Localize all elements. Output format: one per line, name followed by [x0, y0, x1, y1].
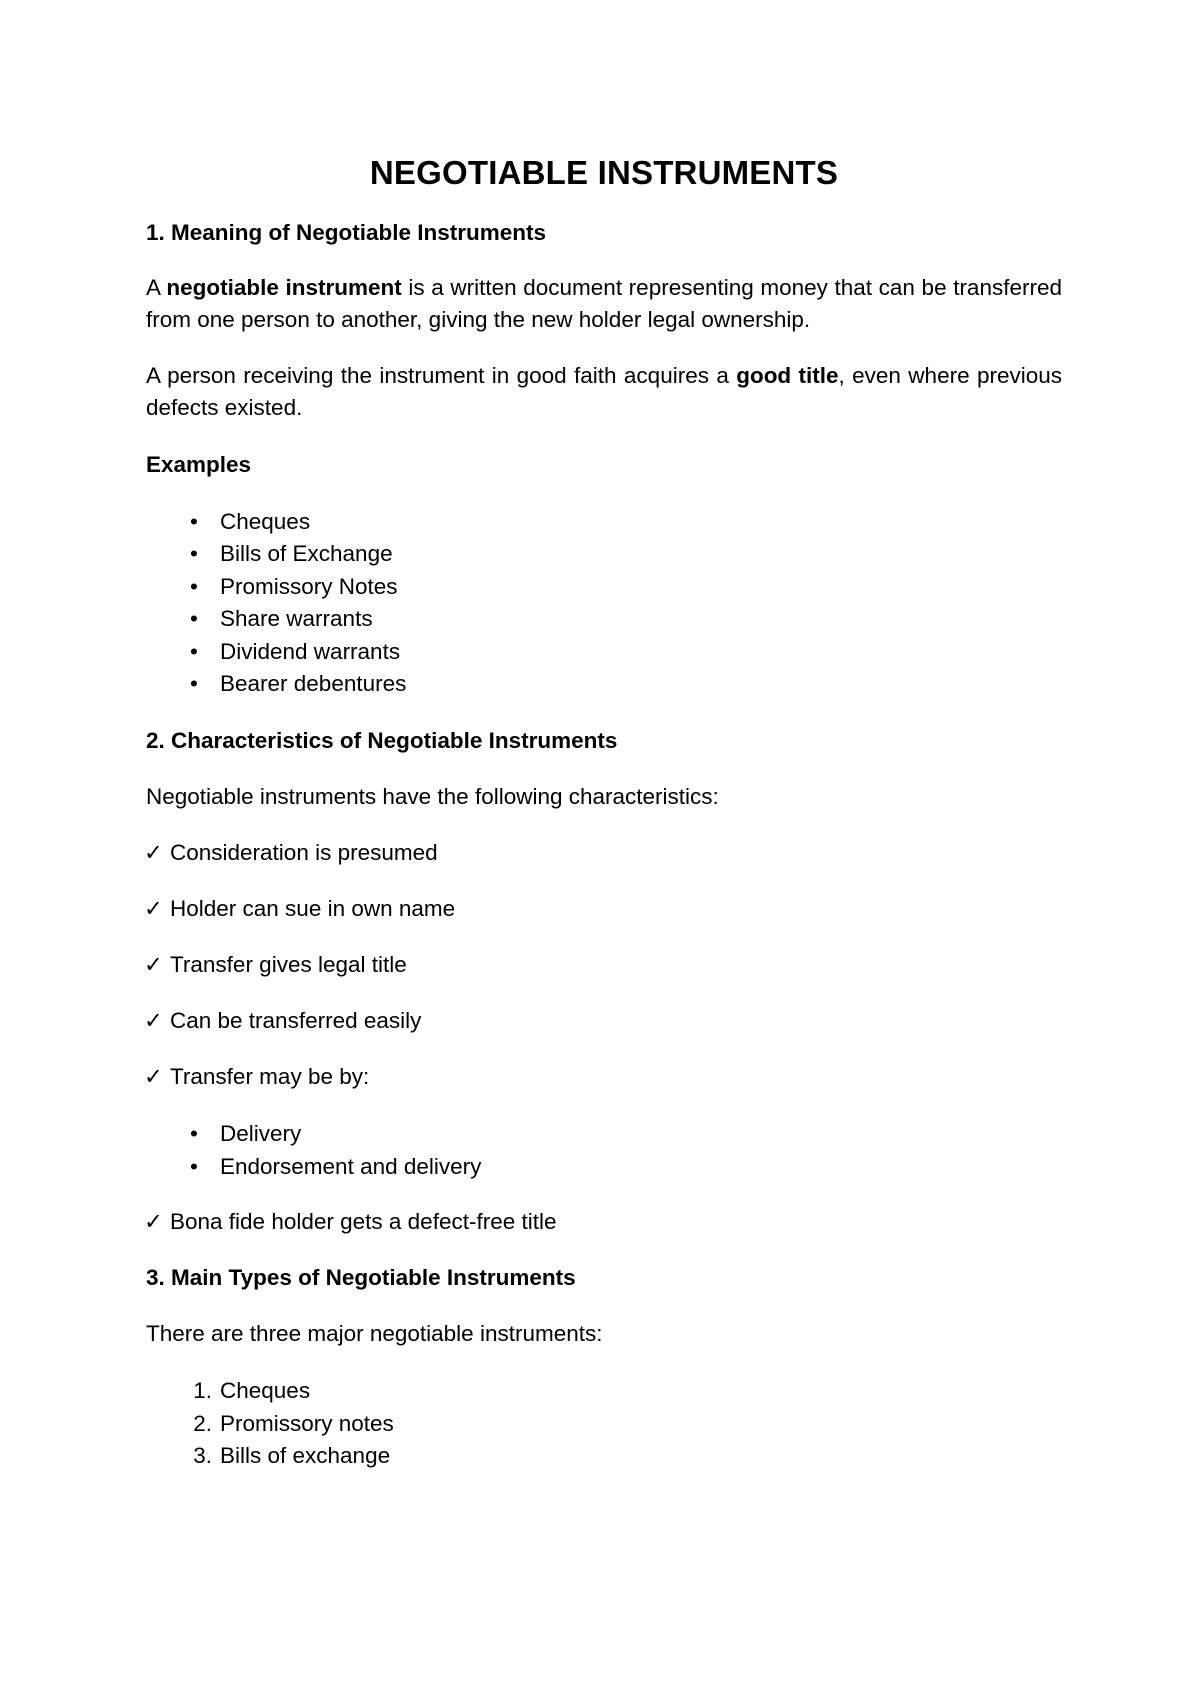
list-item-text: Bills of exchange: [220, 1443, 391, 1469]
list-item: [146, 1151, 1062, 1183]
list-item: [146, 603, 1062, 635]
characteristic-item: [146, 1207, 1062, 1237]
check-icon: ✓: [144, 1209, 163, 1235]
characteristic-item: [146, 1062, 1062, 1092]
list-item: [146, 668, 1062, 700]
examples-list: [146, 506, 1062, 700]
check-icon: ✓: [144, 952, 163, 978]
bullet-marker: •: [190, 541, 198, 567]
good-title-paragraph: [146, 360, 1062, 424]
list-item: [146, 636, 1062, 668]
list-item: [146, 506, 1062, 538]
characteristic-text: Transfer may be by:: [170, 1064, 370, 1090]
good-title-text-start: A person receiving the instrument in good faith acquires a: [146, 363, 737, 388]
characteristic-item: [146, 950, 1062, 980]
list-number: 3.: [193, 1443, 212, 1469]
bullet-marker: •: [190, 638, 198, 664]
list-item-text: Share warrants: [220, 606, 373, 632]
list-item: [146, 1440, 1062, 1472]
list-item-text: Delivery: [220, 1121, 302, 1147]
list-item-text: Promissory notes: [220, 1410, 394, 1436]
meaning-paragraph: [146, 272, 1062, 336]
meaning-text-start: A: [146, 275, 167, 300]
characteristic-text: Can be transferred easily: [170, 1008, 422, 1034]
bullet-marker: •: [190, 573, 198, 599]
check-icon: ✓: [144, 1008, 163, 1034]
list-item: [146, 538, 1062, 570]
section-1-heading: 1. Meaning of Negotiable Instruments: [146, 220, 547, 245]
characteristic-item: [146, 838, 1062, 868]
document-page: [146, 150, 1062, 1472]
list-item-text: Cheques: [220, 1378, 311, 1404]
list-item: [146, 1375, 1062, 1407]
characteristics-intro: Negotiable instruments have the following characteristics:: [146, 784, 719, 810]
check-icon: ✓: [144, 1064, 163, 1090]
characteristic-text: Holder can sue in own name: [170, 896, 456, 922]
examples-heading: Examples: [146, 452, 252, 477]
good-title-term-bold: good title: [736, 363, 839, 388]
list-item-text: Bearer debentures: [220, 671, 407, 697]
bullet-marker: •: [190, 509, 198, 534]
list-item-text: Bills of Exchange: [220, 541, 393, 567]
transfer-methods-list: [146, 1118, 1062, 1183]
list-item-text: Cheques: [220, 509, 311, 534]
list-item-text: Dividend warrants: [220, 638, 401, 664]
characteristic-text: Transfer gives legal title: [170, 952, 407, 978]
characteristic-item: [146, 1006, 1062, 1036]
types-intro: There are three major negotiable instruments:: [146, 1321, 603, 1347]
bullet-marker: •: [190, 606, 198, 632]
page-title: NEGOTIABLE INSTRUMENTS: [369, 154, 839, 191]
bullet-marker: •: [190, 671, 198, 697]
check-icon: ✓: [144, 896, 163, 922]
list-number: 2.: [193, 1410, 212, 1436]
characteristic-text: Bona fide holder gets a defect-free title: [170, 1209, 557, 1235]
section-2-heading: 2. Characteristics of Negotiable Instruments: [146, 728, 618, 754]
list-item-text: Endorsement and delivery: [220, 1153, 482, 1179]
bullet-marker: •: [190, 1153, 198, 1179]
meaning-text-end: is a written document representing money that can be transferred from one person to another, giving the new holder legal ownership.: [146, 275, 1062, 332]
types-list: [146, 1375, 1062, 1472]
list-item: [146, 1118, 1062, 1150]
section-3-heading: 3. Main Types of Negotiable Instruments: [146, 1265, 576, 1291]
bullet-marker: •: [190, 1121, 198, 1147]
good-title-text-end: , even where previous defects existed.: [146, 363, 1063, 420]
meaning-term-bold: negotiable instrument: [166, 275, 402, 300]
list-number: 1.: [193, 1378, 212, 1404]
characteristic-item: [146, 894, 1062, 924]
check-icon: ✓: [144, 840, 163, 866]
characteristic-text: Consideration is presumed: [170, 840, 438, 866]
list-item-text: Promissory Notes: [220, 573, 398, 599]
list-item: [146, 1408, 1062, 1440]
list-item: [146, 571, 1062, 603]
